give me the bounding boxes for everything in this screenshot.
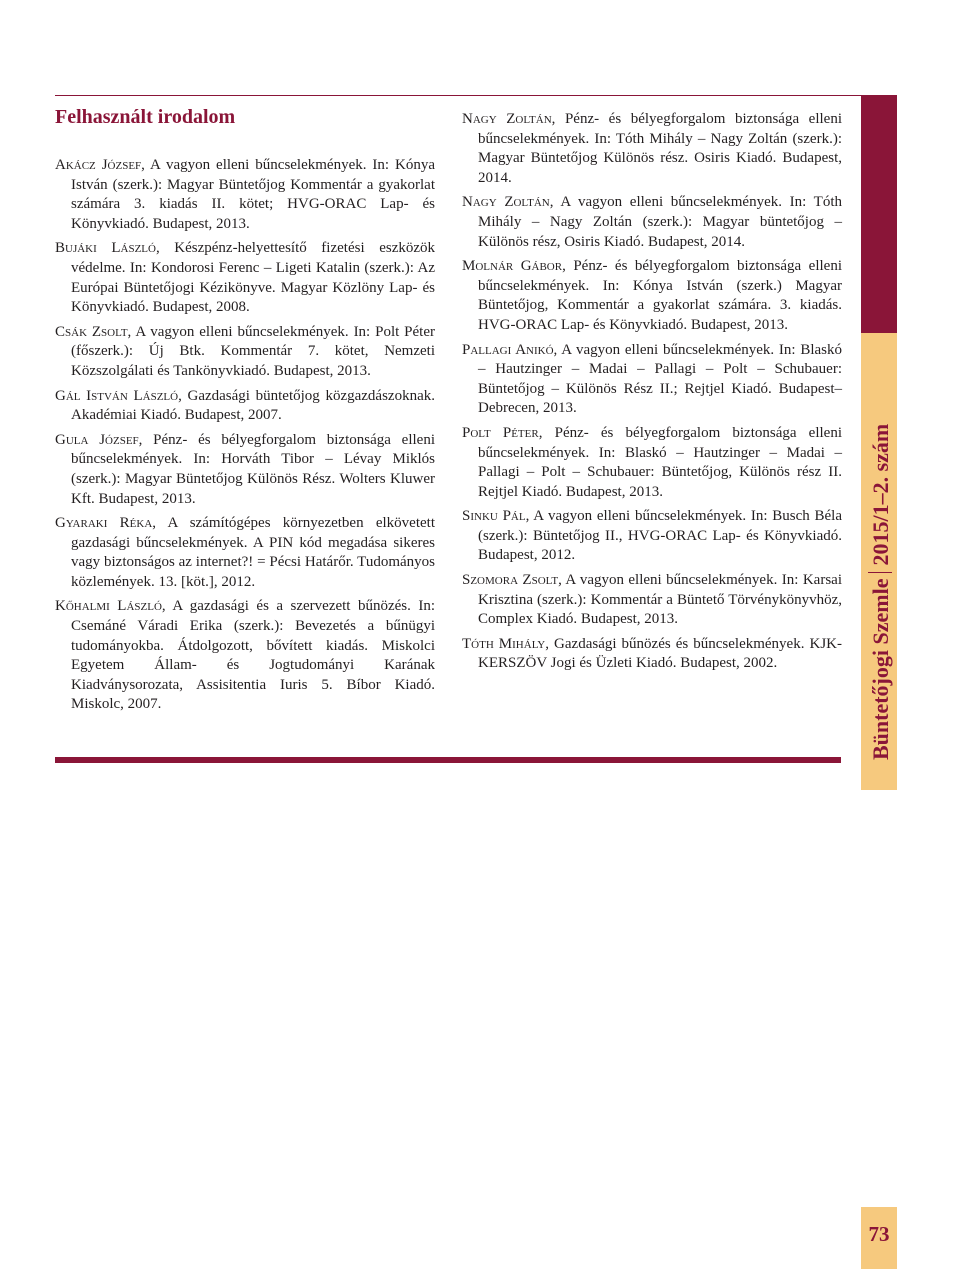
reference-author: Kőhalmi László, bbox=[55, 598, 166, 615]
reference-author: Bujáki László, bbox=[55, 240, 160, 257]
reference-author: Sinku Pál, bbox=[462, 508, 530, 525]
journal-name: Büntetőjogi Szemle bbox=[868, 578, 893, 760]
reference-author: Gál István László, bbox=[55, 387, 182, 404]
reference-text: A gazdasági és a szervezett bűnözés. In: Csemáné Váradi Erika (szerk.): Bevezetés a bűnügyi tudományokba. Átdolgozott, bővített kiadás. Miskolci Egyetem Állam- és Jogtudományi Karának Kiadványsorozata, Assisitentia Iuris 5. Bíbor Kiadó. Miskolc, 2007. bbox=[71, 598, 435, 713]
page-number: 73 bbox=[868, 1222, 890, 1246]
reference-text: A vagyon elleni bűncselekmények. In: Busch Béla (szerk.): Büntetőjog II., HVG-ORAC Lap- és Könyvkiadó. Budapest, 2012. bbox=[478, 508, 843, 564]
reference-author: Polt Péter, bbox=[462, 424, 543, 441]
reference-author: Nagy Zoltán, bbox=[462, 111, 556, 127]
reference-text: Pénz- és bélyegforgalom biztonsága elleni bűncselekmények. In: Kónya István (szerk.) Magyar Büntetőjog, Kommentár a gyakorlat számára. 3. kiadás. HVG-ORAC Lap- és Könyvkiadó. Budapest, 2013. bbox=[478, 258, 842, 333]
reference-author: Gyaraki Réka, bbox=[55, 515, 157, 532]
reference-text: A vagyon elleni bűncselekmények. In: Karsai Krisztina (szerk.): Kommentár a Büntető Törvénykönyvhöz, Complex Kiadó. Budapest, 2013. bbox=[478, 572, 842, 628]
reference-author: Tóth Mihály, bbox=[462, 635, 550, 652]
reference-text: Pénz- és bélyegforgalom biztonsága elleni bűncselekmények. In: Tóth Mihály – Nagy Zoltán (szerk.): Magyar Büntetőjog Különös rész. Osiris Kiadó. Budapest, 2014. bbox=[478, 111, 842, 186]
reference-item bbox=[462, 257, 842, 335]
reference-item bbox=[55, 387, 435, 426]
reference-text: Készpénz-helyettesítő fizetési eszközök védelme. In: Kondorosi Ferenc – Ligeti Katalin (szerk.): Az Európai Büntetőjogi Kézikönyve. Magyar Közlöny Lap- és Könyvkiadó. Budapest, 2008. bbox=[71, 240, 436, 316]
reference-item bbox=[55, 156, 435, 234]
reference-author: Molnár Gábor, bbox=[462, 258, 566, 275]
reference-text: A vagyon elleni bűncselekmények. In: Tóth Mihály – Nagy Zoltán (szerk.): Magyar büntetőjog – Különös rész, Osiris Kiadó. Budapest, 2014. bbox=[478, 194, 842, 250]
bottom-rule bbox=[55, 757, 841, 763]
reference-item bbox=[462, 193, 842, 252]
reference-item bbox=[55, 514, 435, 592]
reference-text: A vagyon elleni bűncselekmények. In: Blaskó – Hautzinger – Madai – Pallagi – Polt – Schubauer: Büntetőjog – Különös Rész II.; Rejtjel Kiadó. Budapest–Debrecen, 2013. bbox=[478, 341, 842, 417]
reference-text: A vagyon elleni bűncselekmények. In: Kónya István (szerk.): Magyar Büntetőjog Kommentár a gyakorlat számára 3. kiadás II. kötet; HVG-ORAC Lap- és Könyvkiadó. Budapest, 2013. bbox=[71, 157, 435, 232]
reference-item bbox=[55, 431, 435, 509]
reference-item bbox=[55, 239, 435, 317]
reference-item bbox=[462, 571, 842, 630]
reference-author: Nagy Zoltán, bbox=[462, 194, 554, 211]
reference-author: Pallagi Anikó, bbox=[462, 341, 558, 358]
reference-item bbox=[55, 597, 435, 715]
reference-item bbox=[462, 341, 842, 419]
journal-running-title bbox=[868, 424, 894, 760]
reference-text: Gazdasági bűnözés és bűncselekmények. KJK-KERSZÖV Jogi és Üzleti Kiadó. Budapest, 2002. bbox=[478, 635, 842, 672]
top-rule bbox=[55, 95, 861, 96]
side-band-top bbox=[861, 95, 897, 333]
reference-author: Szomora Zsolt, bbox=[462, 572, 562, 589]
reference-author: Gula József, bbox=[55, 431, 143, 448]
journal-issue: 2015/1–2. szám bbox=[868, 423, 893, 566]
section-title: Felhasznált irodalom bbox=[55, 106, 236, 128]
reference-item bbox=[55, 323, 435, 382]
reference-text: A számítógépes környezetben elkövetett gazdasági bűncselekmények. A PIN kód megadása sikeres vagy biztonságos az internet?! = Pécsi Határőr. Tudományos közlemények. 13. [köt.], 2012. bbox=[71, 515, 435, 590]
reference-item bbox=[462, 635, 842, 674]
reference-item bbox=[462, 424, 842, 502]
reference-text: A vagyon elleni bűncselekmények. In: Polt Péter (főszerk.): Új Btk. Kommentár 7. kötet, Nemzeti Közszolgálati és Tankönyvkiadó. Budapest, 2013. bbox=[71, 323, 435, 379]
reference-text: Pénz- és bélyegforgalom biztonsága elleni bűncselekmények. In: Blaskó – Hautzinger – Madai – Pallagi – Polt – Schubauer: Büntetőjog, Különös rész II. Rejtjel Kiadó. Budapest, 2013. bbox=[478, 424, 842, 500]
reference-item bbox=[462, 507, 842, 566]
reference-item bbox=[462, 110, 842, 188]
reference-text: Gazdasági büntetőjog közgazdászoknak. Akadémiai Kiadó. Budapest, 2007. bbox=[71, 387, 435, 424]
title-separator bbox=[868, 572, 892, 573]
reference-author: Akácz József, bbox=[55, 157, 145, 173]
bibliography-left-column bbox=[55, 156, 435, 720]
reference-author: Csák Zsolt, bbox=[55, 323, 132, 340]
reference-text: Pénz- és bélyegforgalom biztonsága elleni bűncselekmények. In: Horváth Tibor – Lévay Miklós (szerk.): Magyar Büntetőjog Különös Rész. Wolters Kluwer Kft. Budapest, 2013. bbox=[71, 431, 435, 507]
bibliography-right-column bbox=[462, 110, 842, 679]
